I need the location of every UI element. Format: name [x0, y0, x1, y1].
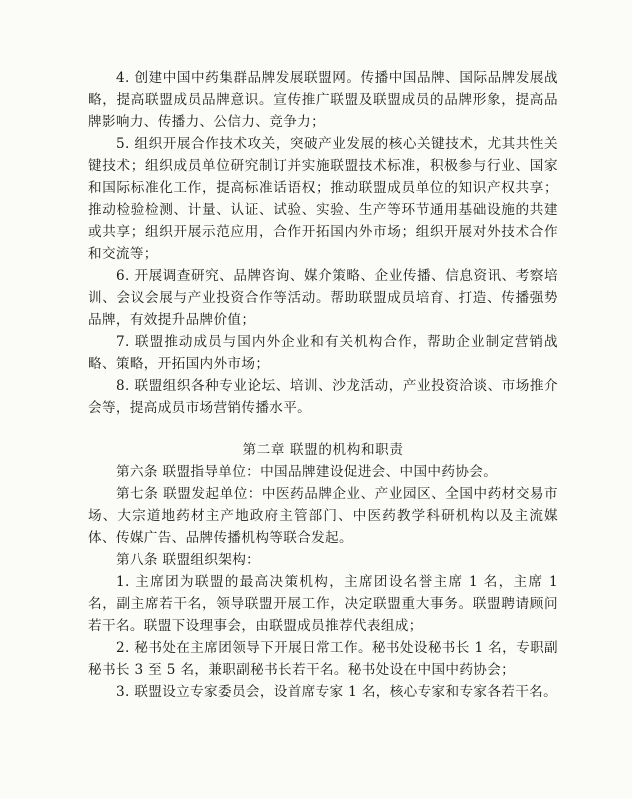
chapter-heading: 第二章 联盟的机构和职责 [242, 442, 404, 458]
article-6: 第六条 联盟指导单位：中国品牌建设促进会、中国中药协会。 [116, 464, 498, 480]
article-8-item-1: 1. 主席团为联盟的最高决策机构，主席团设名誉主席 1 名，主席 1 名，副主席若干名，领导联盟开展工作，决定联盟重大事务。联盟聘请顾问若干名。联盟下设理事会，由联盟成员推荐代表组成； [88, 574, 558, 634]
paragraph-item-8: 8. 联盟组织各种专业论坛、培训、沙龙活动，产业投资洽谈、市场推介会等，提高成员市场营销传播水平。 [88, 378, 558, 416]
paragraph-item-5: 5. 组织开展合作技术攻关，突破产业发展的核心关键技术，尤其共性关键技术；组织成员单位研究制订并实施联盟技术标准，积极参与行业、国家和国际标准化工作，提高标准话语权；推动联盟成员单位的知识产权共享；推动检验检测、计量、认证、试验、实验、生产等环节通用基础设施的共建或共享；组织开展示范应用，合作开拓国内外市场；组织开展对外技术合作和交流等； [88, 136, 558, 262]
article-7: 第七条 联盟发起单位：中医药品牌企业、产业园区、全国中药材交易市场、大宗道地药材主产地政府主管部门、中医药教学科研机构以及主流媒体、传媒广告、品牌传播机构等联合发起。 [88, 486, 558, 546]
article-8-item-3: 3. 联盟设立专家委员会，设首席专家 1 名，核心专家和专家各若干名。 [116, 684, 558, 700]
paragraph-item-4: 4. 创建中国中药集群品牌发展联盟网。传播中国品牌、国际品牌发展战略，提高联盟成员品牌意识。宣传推广联盟及联盟成员的品牌形象，提高品牌影响力、传播力、公信力、竞争力； [88, 70, 558, 130]
paragraph-item-6: 6. 开展调查研究、品牌咨询、媒介策略、企业传播、信息资讯、考察培训、会议会展与产业投资合作等活动。帮助联盟成员培育、打造、传播强势品牌，有效提升品牌价值； [88, 268, 558, 328]
document-body [88, 67, 558, 703]
article-8-heading: 第八条 联盟组织架构： [116, 552, 261, 568]
paragraph-item-7: 7. 联盟推动成员与国内外企业和有关机构合作，帮助企业制定营销战略、策略，开拓国内外市场； [88, 334, 558, 372]
article-8-item-2: 2. 秘书处在主席团领导下开展日常工作。秘书处设秘书长 1 名，专职副秘书长 3 至 5 名，兼职副秘书长若干名。秘书处设在中国中药协会； [88, 640, 558, 678]
